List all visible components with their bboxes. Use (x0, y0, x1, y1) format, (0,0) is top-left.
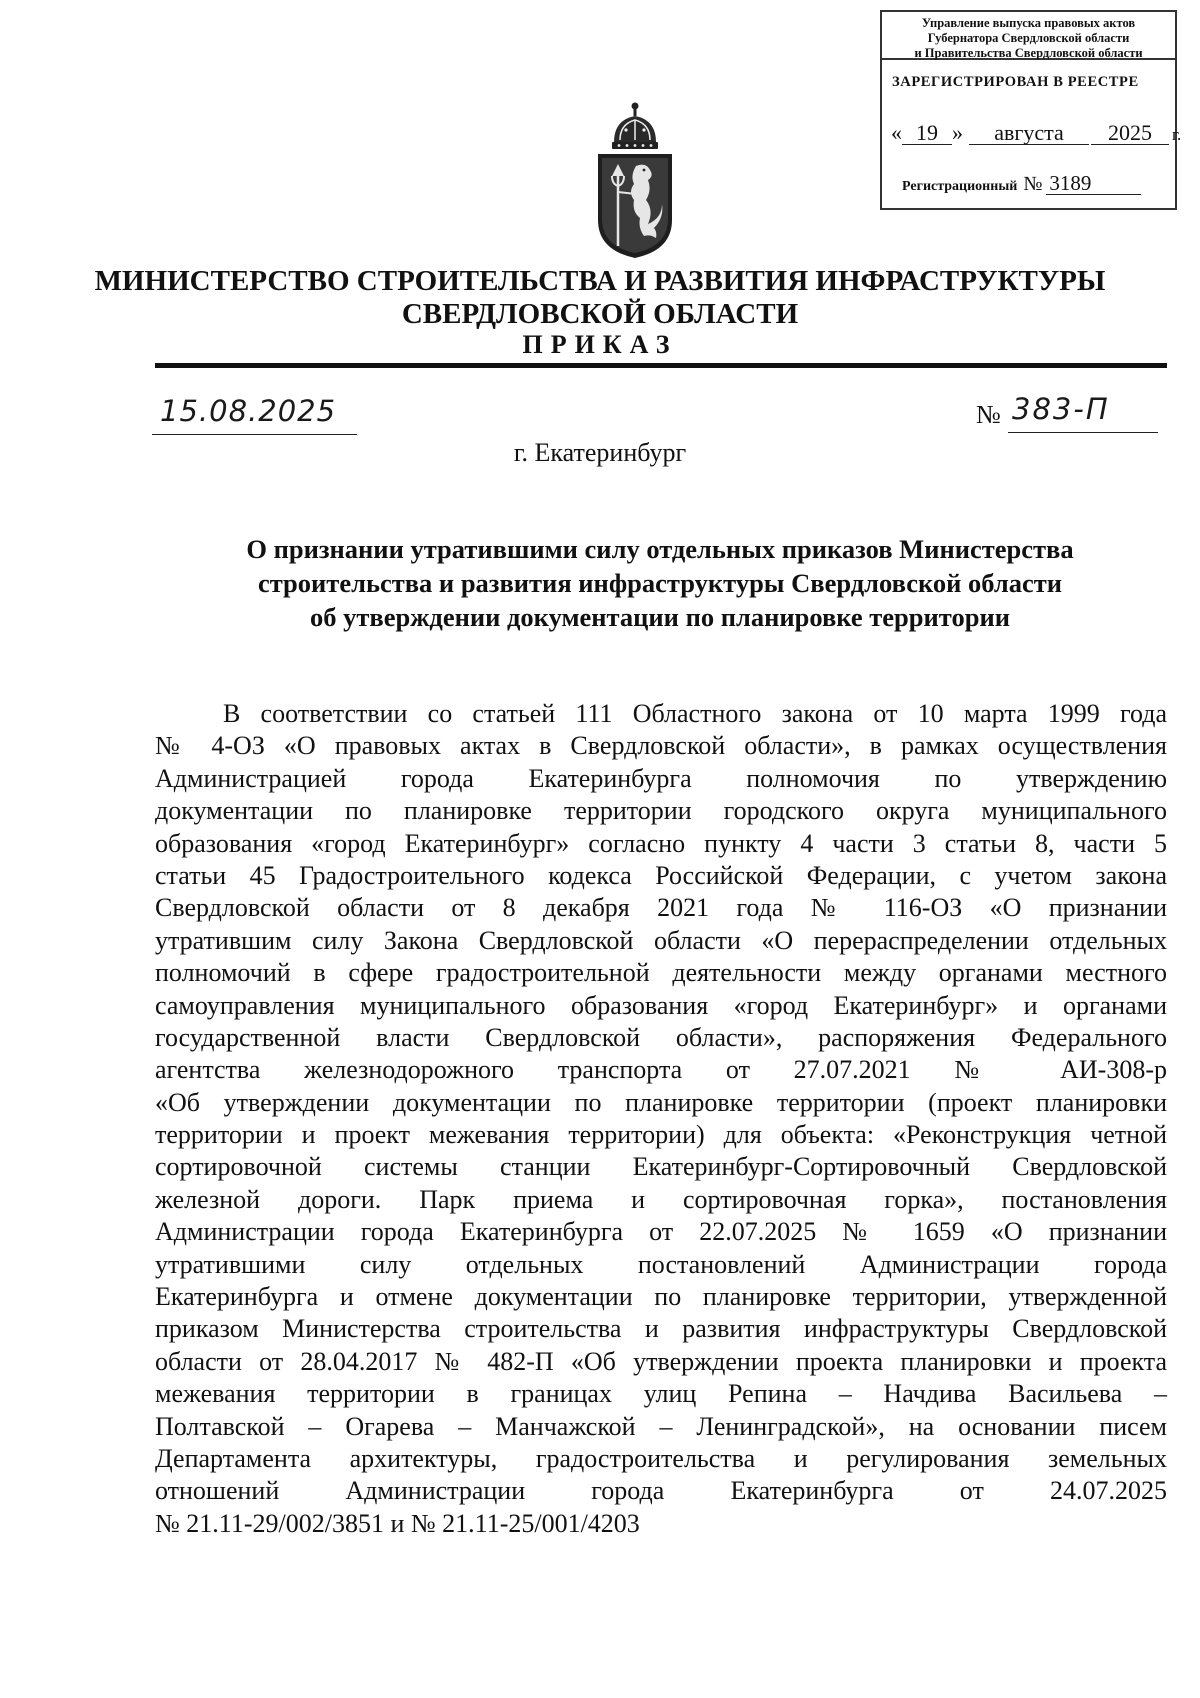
order-title-line: об утверждении документации по планировке территории (310, 602, 1010, 632)
order-city: г. Екатеринбург (513, 438, 687, 467)
body-line: полномочий в сфере градостроительной деятельности между органами местного (155, 958, 1167, 988)
order-title (160, 532, 1160, 634)
body-line: самоуправления муниципального образования «город Екатеринбург» и органами (155, 990, 1167, 1020)
body-line: межевания территории в границах улиц Репина – Начдива Васильева – (155, 1379, 1167, 1409)
body-line: Полтавской – Огарева – Манчажской – Ленинградской», на основании писем (155, 1411, 1167, 1441)
body-line: Администрации города Екатеринбурга от 22.07.2025 № 1659 «О признании (155, 1217, 1167, 1247)
body-line: документации по планировке территории городского округа муниципального (155, 796, 1167, 826)
stamp-open-quote: « (891, 120, 902, 145)
header-divider (155, 363, 1167, 368)
order-body (155, 698, 1167, 1540)
stamp-year-suffix: г. (1172, 125, 1182, 144)
stamp-reg-label: Регистрационный (902, 179, 1018, 194)
document-type: ПРИКАЗ (522, 330, 678, 359)
body-line: Департамента архитектуры, градостроительства и регулирования земельных (155, 1443, 1167, 1473)
body-line: сортировочной системы станции Екатеринбург-Сортировочный Свердловской (155, 1152, 1167, 1182)
body-line: В соответствии со статьей 111 Областного закона от 10 марта 1999 года (223, 699, 1167, 728)
body-line: Екатеринбурга и отмене документации по планировке территории, утвержденной (155, 1282, 1167, 1312)
body-line: приказом Министерства строительства и развития инфраструктуры Свердловской (155, 1314, 1167, 1344)
body-line: «Об утверждении документации по планировке территории (проект планировки (155, 1087, 1167, 1117)
order-title-line: строительства и развития инфраструктуры Свердловской области (257, 568, 1063, 598)
body-line: утратившим силу Закона Свердловской области «О перераспределении отдельных (155, 925, 1167, 955)
stamp-header (882, 12, 1175, 60)
body-line: агентства железнодорожного транспорта от 27.07.2021 № АИ-308-р (155, 1055, 1167, 1085)
order-date-field (152, 394, 357, 435)
stamp-header-line: Губернатора Свердловской области (927, 31, 1130, 45)
stamp-close-quote: » (952, 120, 963, 145)
body-line: Администрацией города Екатеринбурга полномочия по утверждению (155, 763, 1167, 793)
order-number-sign: № (976, 400, 1001, 429)
body-line: области от 28.04.2017 № 482-П «Об утверждении проекта планировки и проекта (155, 1346, 1167, 1376)
body-line: образования «город Екатеринбург» согласно пункту 4 части 3 статьи 8, части 5 (155, 828, 1167, 858)
order-date-handwritten: 15.08.2025 (160, 394, 337, 428)
stamp-header-line: и Правительства Свердловской области (914, 46, 1143, 60)
body-line: государственной власти Свердловской области», распоряжения Федерального (155, 1022, 1167, 1052)
stamp-day: 19 (902, 122, 952, 145)
order-number-handwritten: 383-П (1012, 392, 1110, 426)
coat-of-arms-sverdlovsk-icon (592, 100, 678, 260)
stamp-header-line: Управление выпуска правовых актов (921, 16, 1136, 30)
body-line: Свердловской области от 8 декабря 2021 года № 116-ОЗ «О признании (155, 893, 1167, 923)
order-title-line: О признании утратившими силу отдельных приказов Министерства (246, 534, 1074, 564)
order-number-field (1008, 392, 1158, 433)
stamp-registered-label: ЗАРЕГИСТРИРОВАН В РЕЕСТРЕ (892, 74, 1139, 90)
body-line: статьи 45 Градостроительного кодекса Российской Федерации, с учетом закона (155, 860, 1167, 890)
body-line: железной дороги. Парк приема и сортировочная горка», постановления (155, 1184, 1167, 1214)
body-line: № 21.11-29/002/3851 и № 21.11-25/001/4203 (155, 1508, 640, 1538)
stamp-date (891, 120, 1181, 146)
stamp-month: августа (969, 122, 1089, 145)
body-line: № 4-ОЗ «О правовых актах в Свердловской области», в рамках осуществления (155, 731, 1167, 761)
stamp-year: 2025 (1091, 122, 1169, 145)
ministry-title-line1: МИНИСТЕРСТВО СТРОИТЕЛЬСТВА И РАЗВИТИЯ ИНФРАСТРУКТУРЫ (94, 265, 1106, 297)
body-line: территории и проект межевания территории) для объекта: «Реконструкция четной (155, 1120, 1167, 1150)
registry-stamp (880, 10, 1182, 210)
stamp-number-sign: № (1023, 173, 1043, 195)
body-line: отношений Администрации города Екатеринбурга от 24.07.2025 (155, 1476, 1167, 1506)
ministry-title-line2: СВЕРДЛОВСКОЙ ОБЛАСТИ (401, 298, 799, 330)
body-line: утратившими силу отдельных постановлений Администрации города (155, 1249, 1167, 1279)
stamp-reg-number: 3189 (1046, 172, 1141, 195)
stamp-registration (902, 172, 1141, 196)
